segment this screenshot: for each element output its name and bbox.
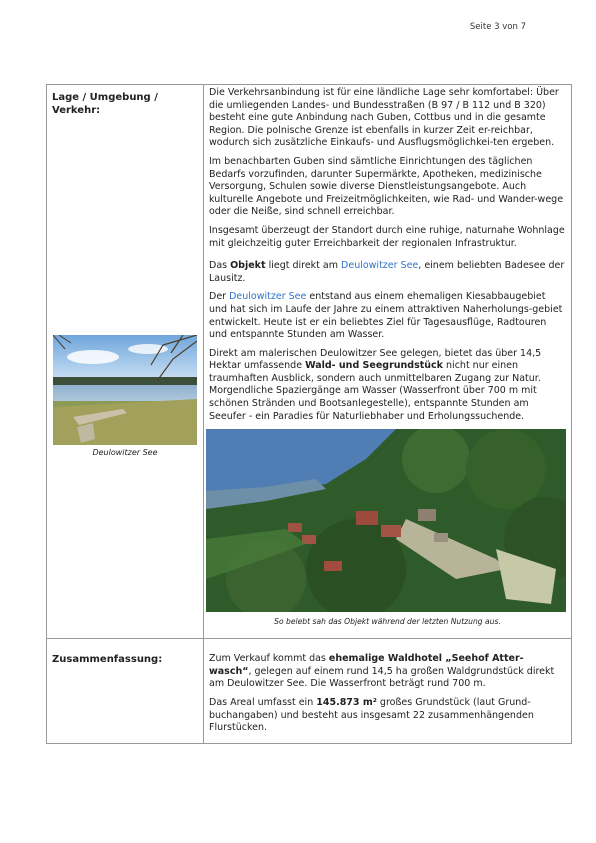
location-text bbox=[204, 85, 571, 423]
paragraph-lake-history: Der Deulowitzer See entstand aus einem ehemaligen Kiesabbaugebiet und hat sich im Laufe der Jahre zu einem attraktiven Naherholungs-gebiet entwickelt. Heute ist er ein beliebtes Ziel für Tagesausflüge, Radtouren und entspannte Stunden am Wasser. bbox=[209, 291, 563, 341]
summary-text bbox=[204, 639, 571, 735]
lake-photo-caption: Deulowitzer See bbox=[92, 448, 158, 457]
paragraph-sale: Zum Verkauf kommt das ehemalige Waldhotel „Seehof Atter-wasch“, gelegen auf einem rund 14,5 ha großen Waldgrundstück direkt am Deulowitzer See. Die Wasserfront beträgt rund 700 m. bbox=[209, 653, 555, 690]
paragraph-summary-location: Insgesamt überzeugt der Standort durch eine ruhige, naturnahe Wohnlage mit gleichzeitig guter Erreichbarkeit der regionalen Infrastruktur. bbox=[209, 224, 565, 249]
row-location bbox=[47, 85, 572, 639]
lake-link[interactable]: Deulowitzer See bbox=[341, 260, 419, 272]
paragraph-property: Direkt am malerischen Deulowitzer See gelegen, bietet das über 14,5 Hektar umfassende Wald- und Seegrundstück nicht nur einen traumhaften Ausblick, sondern auch unmittelbaren Zugang zur Natur. Morgendliche Spaziergänge am Wasser (Wasserfront über 700 m mit schönen Stränden und Bootsanlegestelle), entspannte Stunden am Seeufer - ein Paradies für Naturliebhaber und Erholungssuchende. bbox=[209, 347, 542, 422]
aerial-photo bbox=[206, 429, 566, 612]
paragraph-traffic: Die Verkehrsanbindung ist für eine ländliche Lage sehr komfortabel: Über die umliegenden Landes- und Bundesstraßen (B 97 / B 112 und B 320) besteht eine gute Anbindung nach Guben, Cottbus und in die gesamte Region. Die polnische Grenze ist ebenfalls in kurzer Zeit er-reichbar, wodurch sich zusätzliche Einkaufs- und Ausflugsmöglichkei-ten ergeben. bbox=[209, 87, 559, 149]
lake-photo bbox=[53, 335, 197, 445]
expose-table bbox=[46, 84, 572, 744]
summary-text-cell bbox=[204, 639, 572, 744]
page-number: Seite 3 von 7 bbox=[469, 22, 526, 32]
aerial-photo-caption: So belebt sah das Objekt während der letzten Nutzung aus. bbox=[274, 617, 501, 627]
location-text-cell bbox=[204, 85, 572, 639]
paragraph-guben: Im benachbarten Guben sind sämtliche Einrichtungen des täglichen Bedarfs vorzufinden, darunter Supermärkte, Apotheken, medizinische Versorgung, Schulen sowie diverse Dienstleistungsangebote. Auch kulturelle Angebote und Freizeitmöglichkeiten, wie Rad- und Wander-wege oder die Neiße, sind schnell erreichbar. bbox=[209, 155, 564, 218]
location-label-cell bbox=[47, 85, 204, 639]
lake-link-2[interactable]: Deulowitzer See bbox=[229, 291, 307, 303]
summary-label-cell bbox=[47, 639, 204, 744]
summary-label: Zusammenfassung: bbox=[52, 654, 163, 666]
lake-photo-image bbox=[53, 335, 197, 445]
location-label: Lage / Umgebung / Verkehr: bbox=[52, 92, 158, 116]
paragraph-object: Das Objekt liegt direkt am Deulowitzer See, einem beliebten Badesee der Lausitz. bbox=[209, 260, 565, 284]
row-summary bbox=[47, 639, 572, 744]
paragraph-area: Das Areal umfasst ein 145.873 m² großes Grundstück (laut Grund-buchangaben) und besteht aus insgesamt 22 zusammenhängenden Flurstücken. bbox=[209, 697, 534, 734]
